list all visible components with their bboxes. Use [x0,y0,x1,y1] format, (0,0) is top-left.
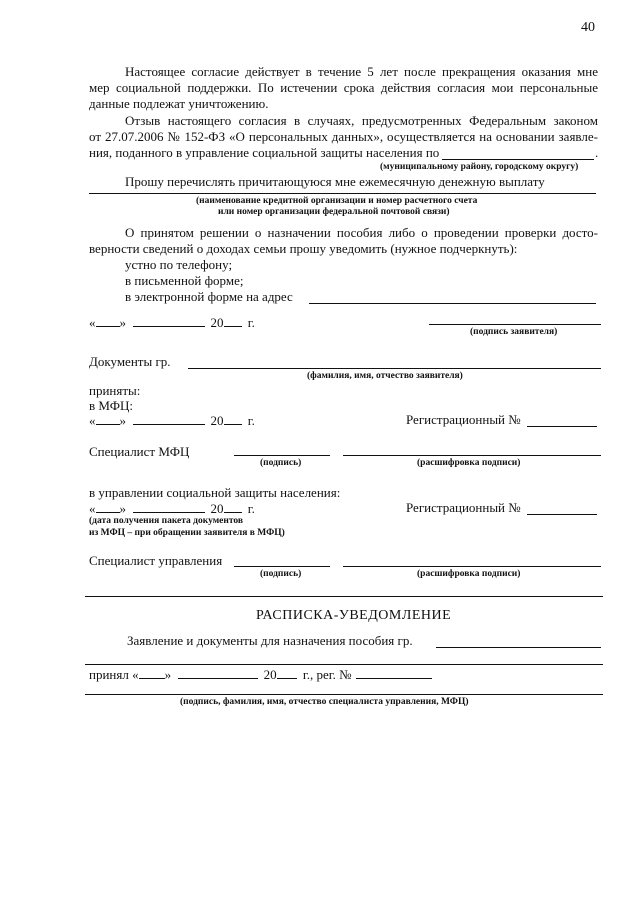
year-prefix: 20 [210,501,224,516]
mfc-reg-number-field[interactable] [527,426,597,427]
year-suffix: г. [247,315,255,330]
applicant-signature-hint: (подпись заявителя) [470,327,558,337]
bank-hint: или номер организации федеральной почтовой связи) [218,207,450,217]
receipt-reg-label: г., рег. № [302,667,352,682]
section-divider [85,596,603,597]
year-prefix: 20 [210,315,224,330]
day-field[interactable] [139,666,165,679]
municipality-field[interactable] [442,159,594,160]
year-suffix: г. [247,501,255,516]
withdrawal-text-line: ния, поданного в управление социальной защиты населения по [89,145,440,160]
receipt-accepted-line [89,666,432,683]
accepted-label: приняты: [89,383,141,398]
year-field[interactable] [277,666,297,679]
date-quote-close: » [119,501,126,516]
mfc-specialist-name-field[interactable] [343,455,601,456]
day-field[interactable] [96,412,120,425]
decode-hint: (расшифровка подписи) [417,569,521,579]
notify-option-phone[interactable]: устно по телефону; [125,257,233,272]
payment-request: Прошу перечислять причитающуюся мне ежемесячную денежную выплату [125,174,545,189]
year-field[interactable] [224,314,242,327]
year-field[interactable] [224,500,242,513]
notify-text-line: О принятом решении о назначении пособия либо о проведении проверки досто- [125,225,598,240]
year-suffix: г. [247,413,255,428]
year-prefix: 20 [263,667,277,682]
bank-hint: (наименование кредитной организации и номер расчетного счета [196,196,478,206]
bank-account-field[interactable] [89,193,596,194]
withdrawal-text-line: Отзыв настоящего согласия в случаях, предусмотренных Федеральным законом [125,113,598,128]
month-field[interactable] [133,500,205,513]
year-field[interactable] [224,412,242,425]
period: . [595,145,599,160]
signature-hint: (подпись) [260,458,302,468]
mfc-reg-number-label: Регистрационный № [406,412,521,427]
email-address-field[interactable] [309,303,596,304]
dept-reg-number-field[interactable] [527,514,597,515]
notify-text-line: верности сведений о доходах семьи прошу уведомить (нужное подчеркнуть): [89,241,518,256]
consent-text-line: Настоящее согласие действует в течение 5 лет после прекращения оказания мне [125,64,598,79]
day-field[interactable] [96,500,120,513]
receipt-reg-number-field[interactable] [356,666,432,679]
documents-label: Документы гр. [89,354,171,369]
applicant-signature-field[interactable] [429,324,601,325]
receipt-statement: Заявление и документы для назначения пособия гр. [127,633,413,648]
notify-option-written[interactable]: в письменной форме; [125,273,244,288]
applicant-name-hint: (фамилия, имя, отчество заявителя) [307,371,463,381]
notify-option-email[interactable]: в электронной форме на адрес [125,289,293,304]
decode-hint: (расшифровка подписи) [417,458,521,468]
consent-text-line: мер социальной поддержки. По истечении срока действия согласия мои персональные [89,80,598,95]
receipt-applicant-name-continuation[interactable] [85,664,603,665]
receipt-signature-field[interactable] [85,694,603,695]
receipt-applicant-name-field[interactable] [436,647,601,648]
day-field[interactable] [96,314,120,327]
social-dept-label: в управлении социальной защиты населения: [89,485,341,500]
dept-date-note: (дата получения пакета документов [89,516,244,526]
mfc-date [89,412,255,429]
receipt-signature-hint: (подпись, фамилия, имя, отчество специалиста управления, МФЦ) [180,697,469,707]
consent-text-line: данные подлежат уничтожению. [89,96,269,111]
month-field[interactable] [178,666,258,679]
mfc-specialist-label: Специалист МФЦ [89,444,190,459]
withdrawal-text-line: от 27.07.2006 № 152-ФЗ «О персональных данных», осуществляется на основании заявле- [89,129,598,144]
receipt-accepted-label: принял « [89,667,139,682]
date-quote-close: » [119,315,126,330]
date-quote-open: « [89,315,96,330]
date-quote-close: » [119,413,126,428]
applicant-date [89,314,255,331]
mfc-label: в МФЦ: [89,398,134,413]
municipality-hint: (муниципальному району, городскому округу) [380,162,579,172]
applicant-name-field[interactable] [188,368,601,369]
page-number: 40 [581,20,595,35]
date-quote-close: » [164,667,172,682]
social-dept-date [89,500,255,517]
mfc-specialist-signature-field[interactable] [234,455,330,456]
date-quote-open: « [89,413,96,428]
receipt-title: РАСПИСКА-УВЕДОМЛЕНИЕ [256,608,452,623]
date-quote-open: « [89,501,96,516]
dept-date-note: из МФЦ – при обращении заявителя в МФЦ) [89,528,285,538]
dept-reg-number-label: Регистрационный № [406,500,521,515]
signature-hint: (подпись) [260,569,302,579]
year-prefix: 20 [210,413,224,428]
dept-specialist-name-field[interactable] [343,566,601,567]
month-field[interactable] [133,314,205,327]
month-field[interactable] [133,412,205,425]
dept-specialist-label: Специалист управления [89,553,223,568]
dept-specialist-signature-field[interactable] [234,566,330,567]
